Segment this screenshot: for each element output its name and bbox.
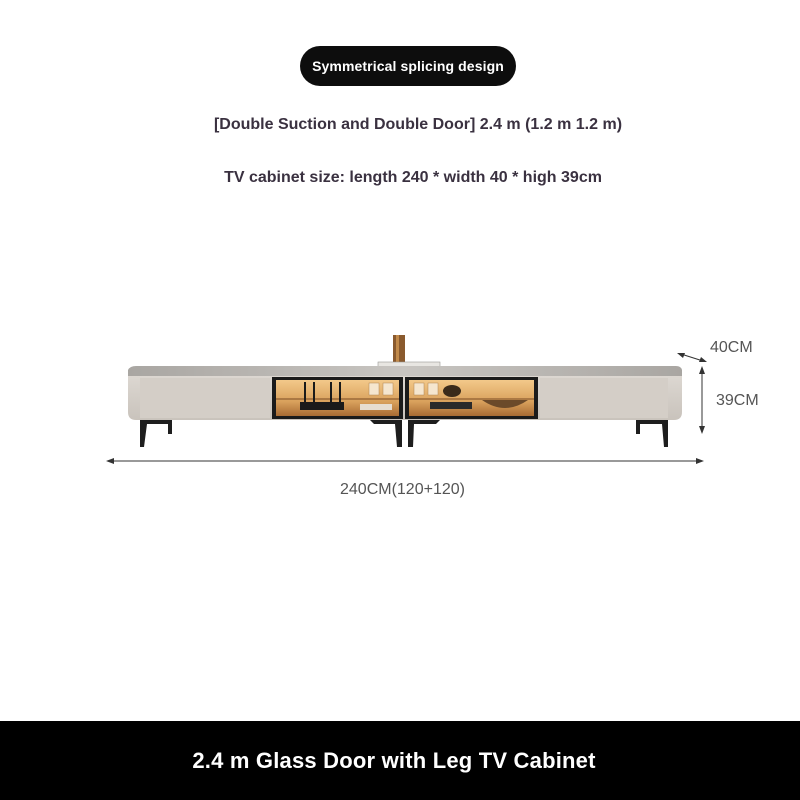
left-drawer xyxy=(140,378,270,418)
right-glass-compartment xyxy=(405,377,538,419)
size-heading: TV cabinet size: length 240 * width 40 * high 39cm xyxy=(224,169,602,186)
length-label: 240CM(120+120) xyxy=(340,481,465,498)
footer-banner xyxy=(0,721,800,800)
length-dimension-line xyxy=(106,458,704,464)
depth-dimension-line xyxy=(677,353,707,362)
design-badge-label: Symmetrical splicing design xyxy=(312,58,504,74)
right-drawer xyxy=(540,378,668,418)
height-label: 39CM xyxy=(716,392,759,409)
footer-title: 2.4 m Glass Door with Leg TV Cabinet xyxy=(192,747,596,773)
vase-decor xyxy=(393,335,405,363)
left-glass-compartment xyxy=(272,377,403,419)
depth-label: 40CM xyxy=(710,339,753,356)
cabinet-top-slab xyxy=(128,366,682,376)
height-dimension-line xyxy=(699,366,705,434)
cabinet-legs xyxy=(140,420,668,447)
spec-heading: [Double Suction and Double Door] 2.4 m (1.2 m 1.2 m) xyxy=(213,116,623,133)
